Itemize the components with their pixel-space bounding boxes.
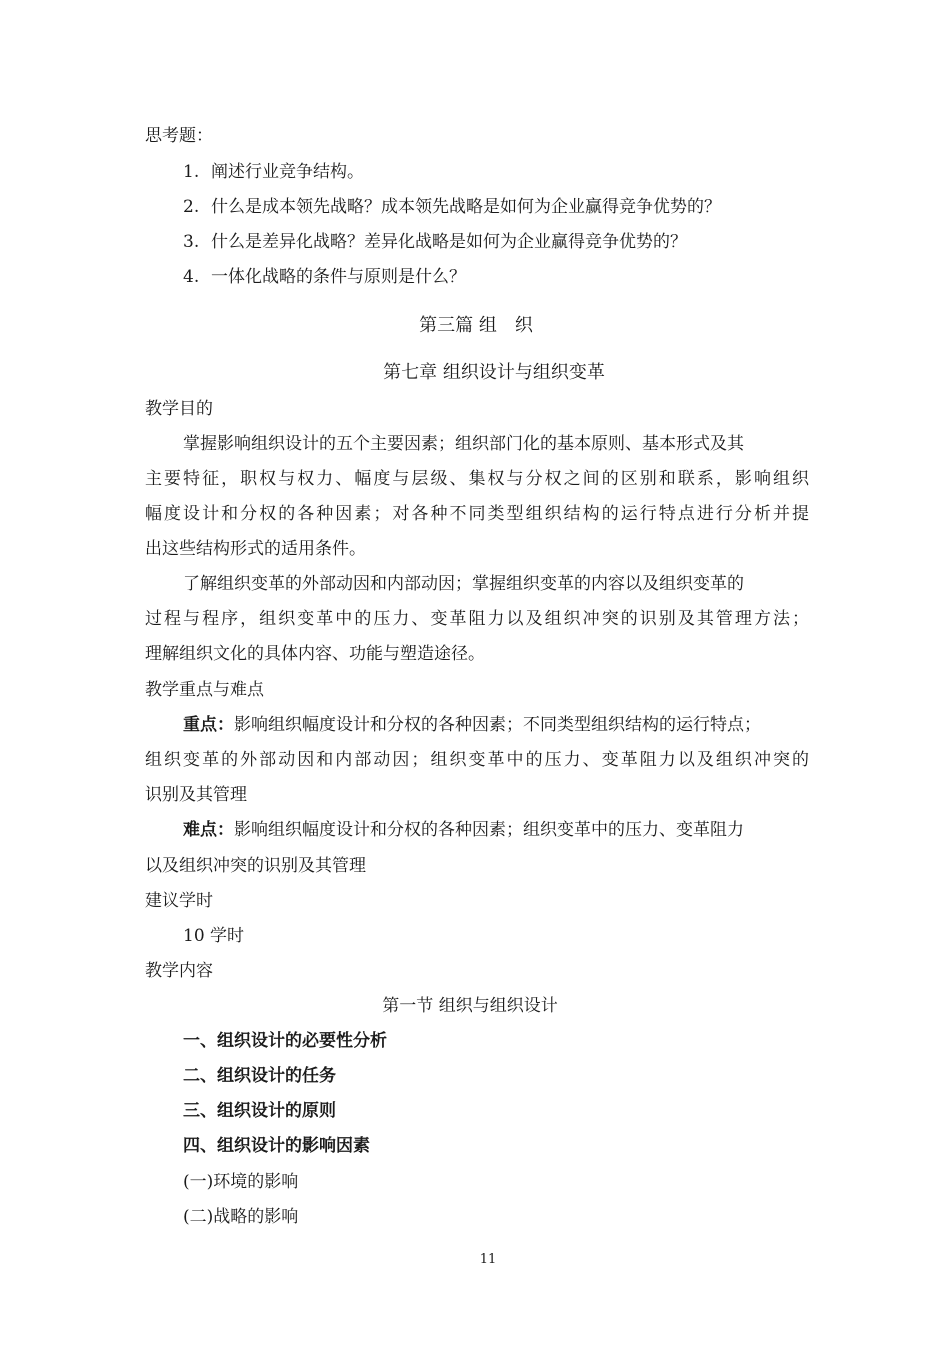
outline-item: 一、组织设计的必要性分析 (183, 1031, 387, 1051)
question-text: 什么是差异化战略？差异化战略是如何为企业赢得竞争优势的？ (211, 232, 687, 252)
paragraph-line: 了解组织变革的外部动因和内部动因；掌握组织变革的内容以及组织变革的 (183, 574, 744, 594)
question-number: 1. (183, 162, 200, 182)
focus-text: 影响组织幅度设计和分权的各种因素；不同类型组织结构的运行特点； (234, 715, 761, 735)
difficulty-label: 难点： (183, 820, 234, 840)
focus-line (183, 714, 761, 736)
content-heading: 教学内容 (145, 961, 213, 981)
focus-label: 重点： (183, 715, 234, 735)
paragraph-line: 以及组织冲突的识别及其管理 (145, 856, 366, 876)
paragraph-line: 幅度设计和分权的各种因素；对各种不同类型组织结构的运行特点进行分析并提 (145, 504, 809, 524)
outline-item: 三、组织设计的原则 (183, 1101, 336, 1121)
paragraph-line: 掌握影响组织设计的五个主要因素；组织部门化的基本原则、基本形式及其 (183, 434, 744, 454)
paragraph-line: 过程与程序，组织变革中的压力、变革阻力以及组织冲突的识别及其管理方法； (145, 609, 809, 629)
hours-value: 10 学时 (183, 926, 245, 946)
page-number: 11 (479, 1252, 497, 1267)
question-text: 什么是成本领先战略？成本领先战略是如何为企业赢得竞争优势的？ (211, 197, 721, 217)
question-item (183, 161, 364, 183)
hours-heading: 建议学时 (145, 891, 213, 911)
paragraph-line: 出这些结构形式的适用条件。 (145, 539, 366, 559)
paragraph-line: 组织变革的外部动因和内部动因；组织变革中的压力、变革阻力以及组织冲突的 (145, 750, 809, 770)
outline-subitem: (二)战略的影响 (183, 1207, 299, 1227)
paragraph-line: 主要特征，职权与权力、幅度与层级、集权与分权之间的区别和联系，影响组织 (145, 469, 809, 489)
question-item (183, 196, 721, 218)
question-number: 2. (183, 197, 200, 217)
section-title: 第一节 组织与组织设计 (382, 996, 558, 1016)
outline-item: 四、组织设计的影响因素 (183, 1136, 370, 1156)
question-item (183, 266, 466, 288)
key-points-heading: 教学重点与难点 (145, 680, 264, 700)
objectives-heading: 教学目的 (145, 399, 213, 419)
question-item (183, 231, 687, 253)
outline-subitem: (一)环境的影响 (183, 1172, 299, 1192)
chapter-title: 第七章 组织设计与组织变革 (383, 362, 605, 383)
questions-heading: 思考题： (145, 126, 213, 146)
difficulty-line (183, 819, 744, 841)
outline-item: 二、组织设计的任务 (183, 1066, 336, 1086)
paragraph-line: 理解组织文化的具体内容、功能与塑造途径。 (145, 644, 485, 664)
difficulty-text: 影响组织幅度设计和分权的各种因素；组织变革中的压力、变革阻力 (234, 820, 744, 840)
question-text: 阐述行业竞争结构。 (211, 162, 364, 182)
question-text: 一体化战略的条件与原则是什么？ (211, 267, 466, 287)
question-number: 4. (183, 267, 200, 287)
part-title: 第三篇 组 织 (419, 315, 533, 336)
paragraph-line: 识别及其管理 (145, 785, 247, 805)
question-number: 3. (183, 232, 200, 252)
